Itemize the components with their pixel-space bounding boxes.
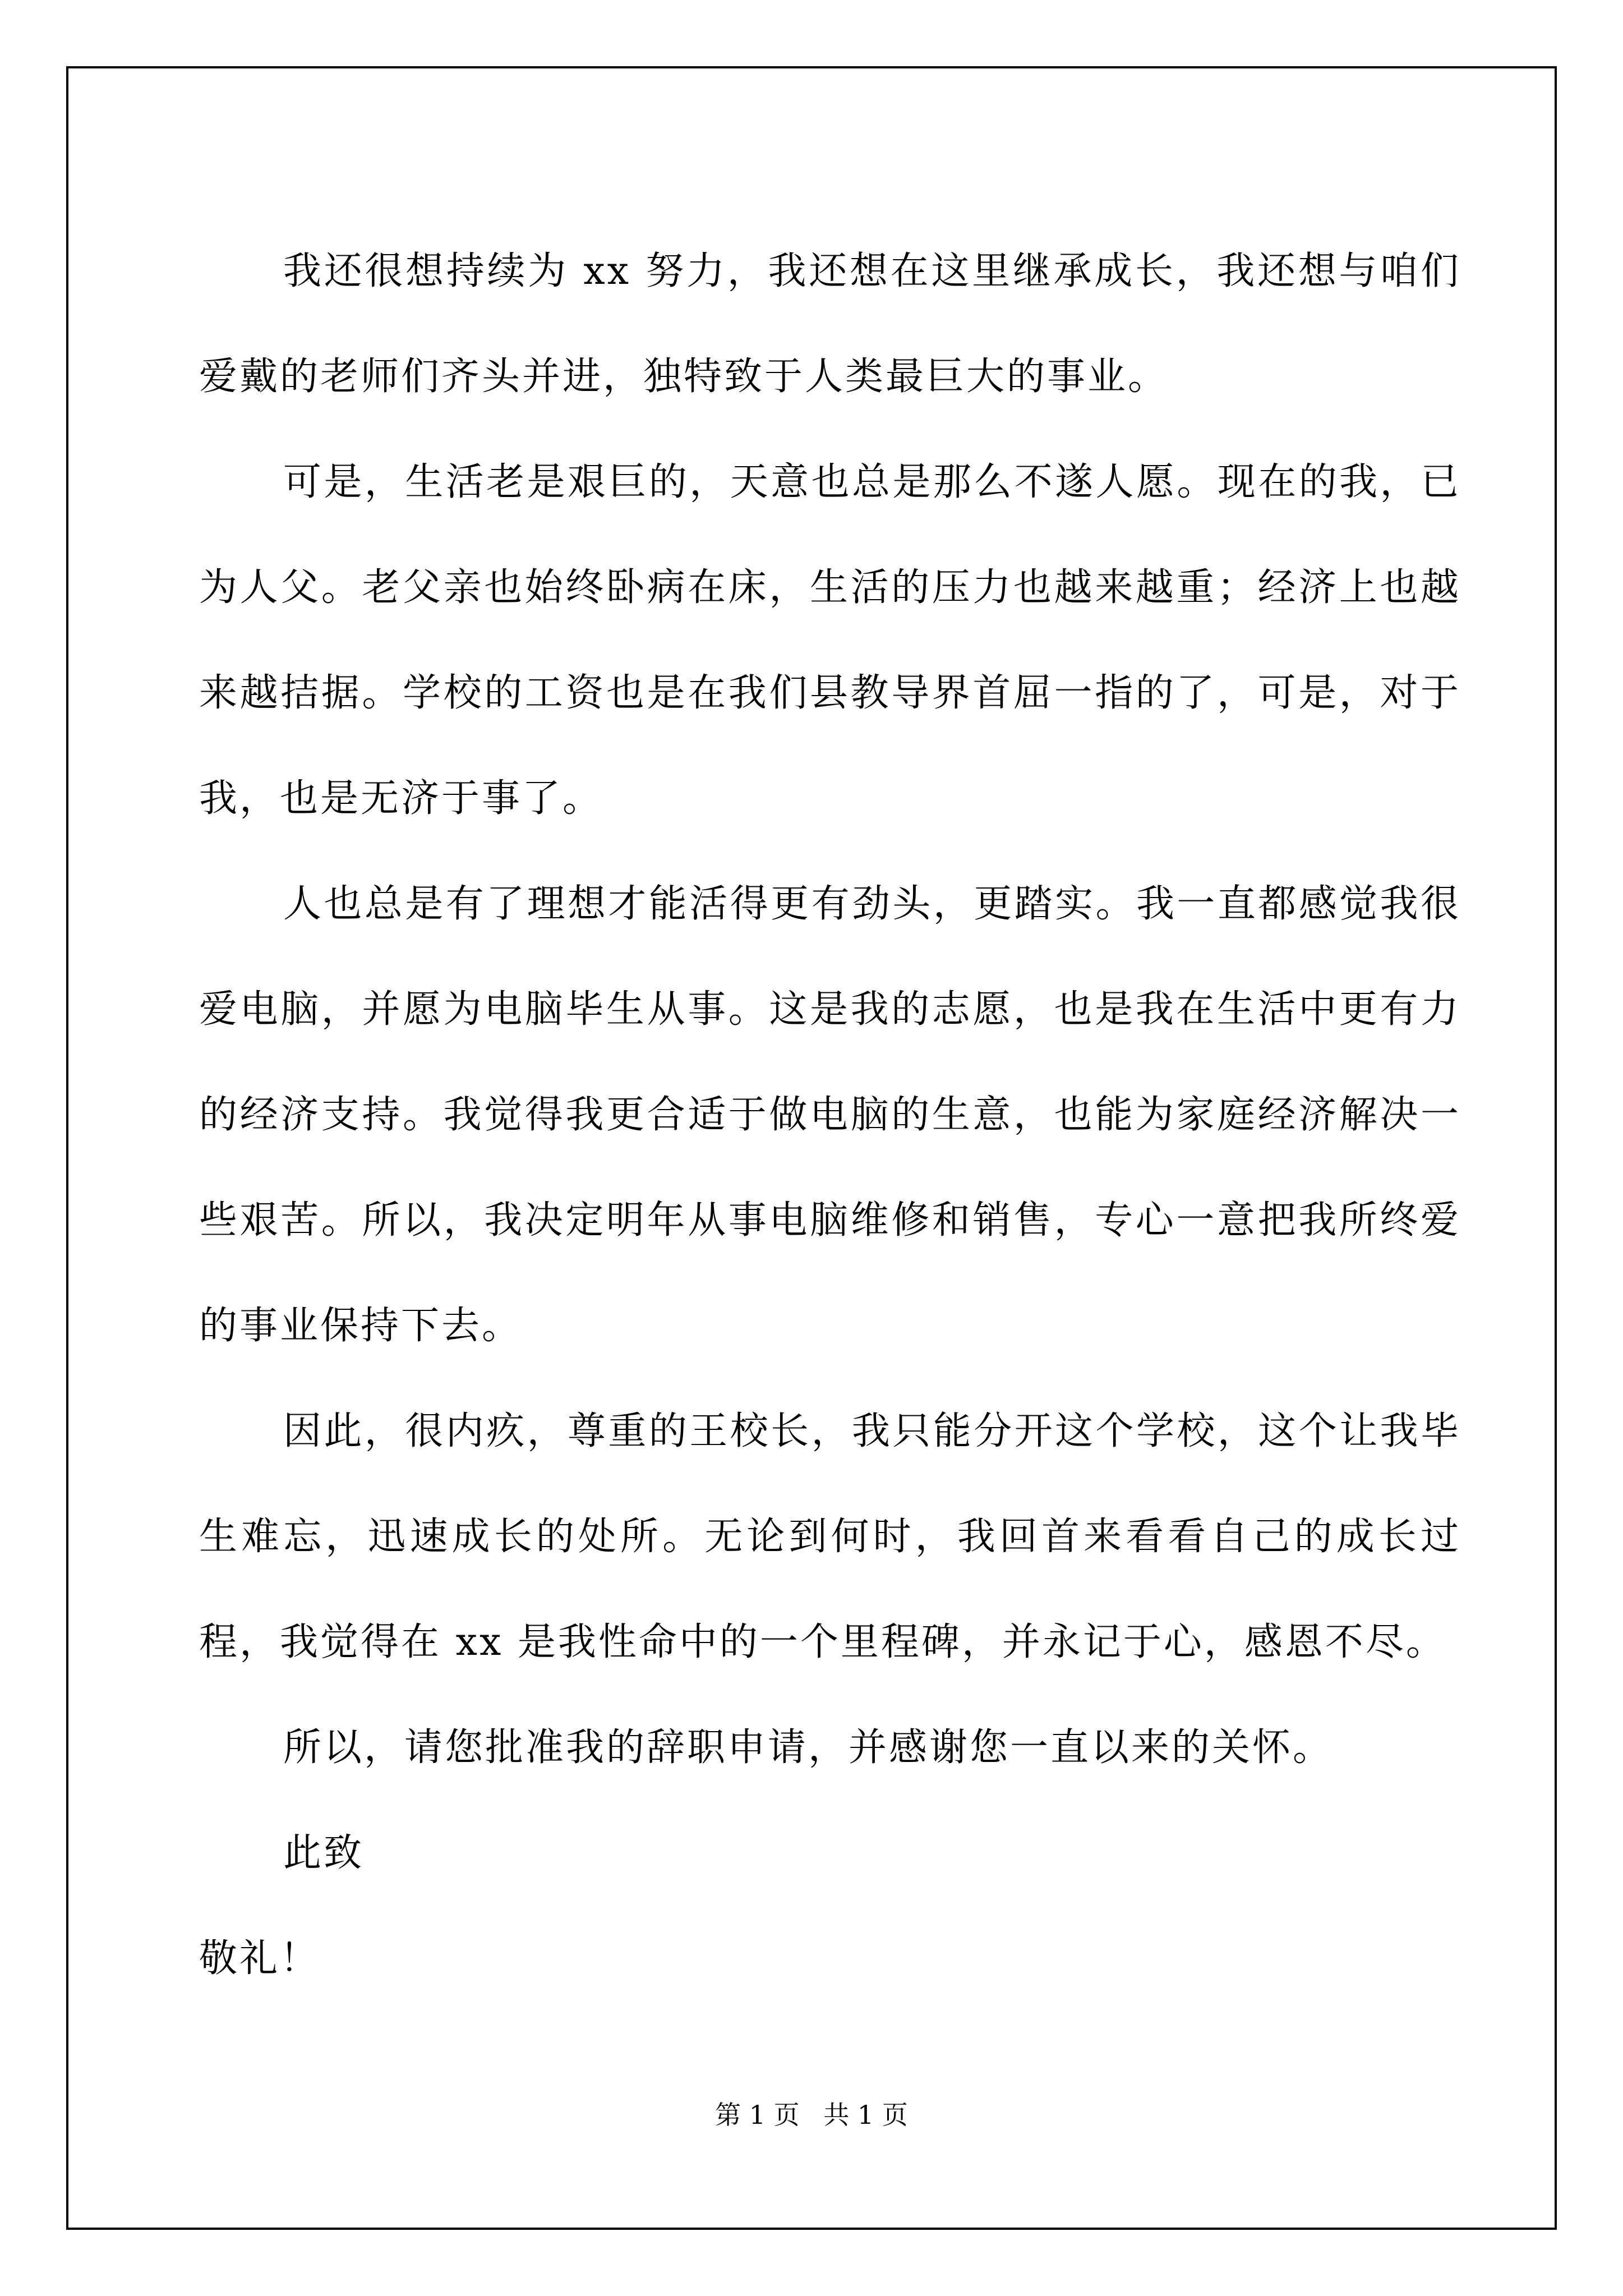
salutation-line: 敬礼！ [199,1936,321,1981]
closing-line: 此致 [283,1831,365,1875]
document-body [199,219,1461,2012]
paragraph-4: 因此，很内疚，尊重的王校长，我只能分开这个学校，这个让我毕生难忘，迅速成长的处所。无论到何时，我回首来看看自己的成长过程，我觉得在 xx 是我性命中的一个里程碑，并永记于心，感恩不尽。 [199,1409,1461,1664]
page-total: 共 1 页 [823,2100,908,2130]
page-number: 第 1 页 [715,2100,800,2130]
page-footer [0,2098,1623,2132]
paragraph-2: 可是，生活老是艰巨的，天意也总是那么不遂人愿。现在的我，已为人父。老父亲也始终卧病在床，生活的压力也越来越重；经济上也越来越拮据。学校的工资也是在我们县教导界首屈一指的了，可是，对于我，也是无济于事了。 [199,460,1461,821]
paragraph-5: 所以，请您批准我的辞职申请，并感谢您一直以来的关怀。 [283,1726,1334,1770]
paragraph-3: 人也总是有了理想才能活得更有劲头，更踏实。我一直都感觉我很爱电脑，并愿为电脑毕生从事。这是我的志愿，也是我在生活中更有力的经济支持。我觉得我更合适于做电脑的生意，也能为家庭经济解决一些艰苦。所以，我决定明年从事电脑维修和销售，专心一意把我所终爱的事业保持下去。 [199,882,1461,1348]
paragraph-1: 我还很想持续为 xx 努力，我还想在这里继承成长，我还想与咱们爱戴的老师们齐头并进，独特致于人类最巨大的事业。 [199,249,1461,399]
